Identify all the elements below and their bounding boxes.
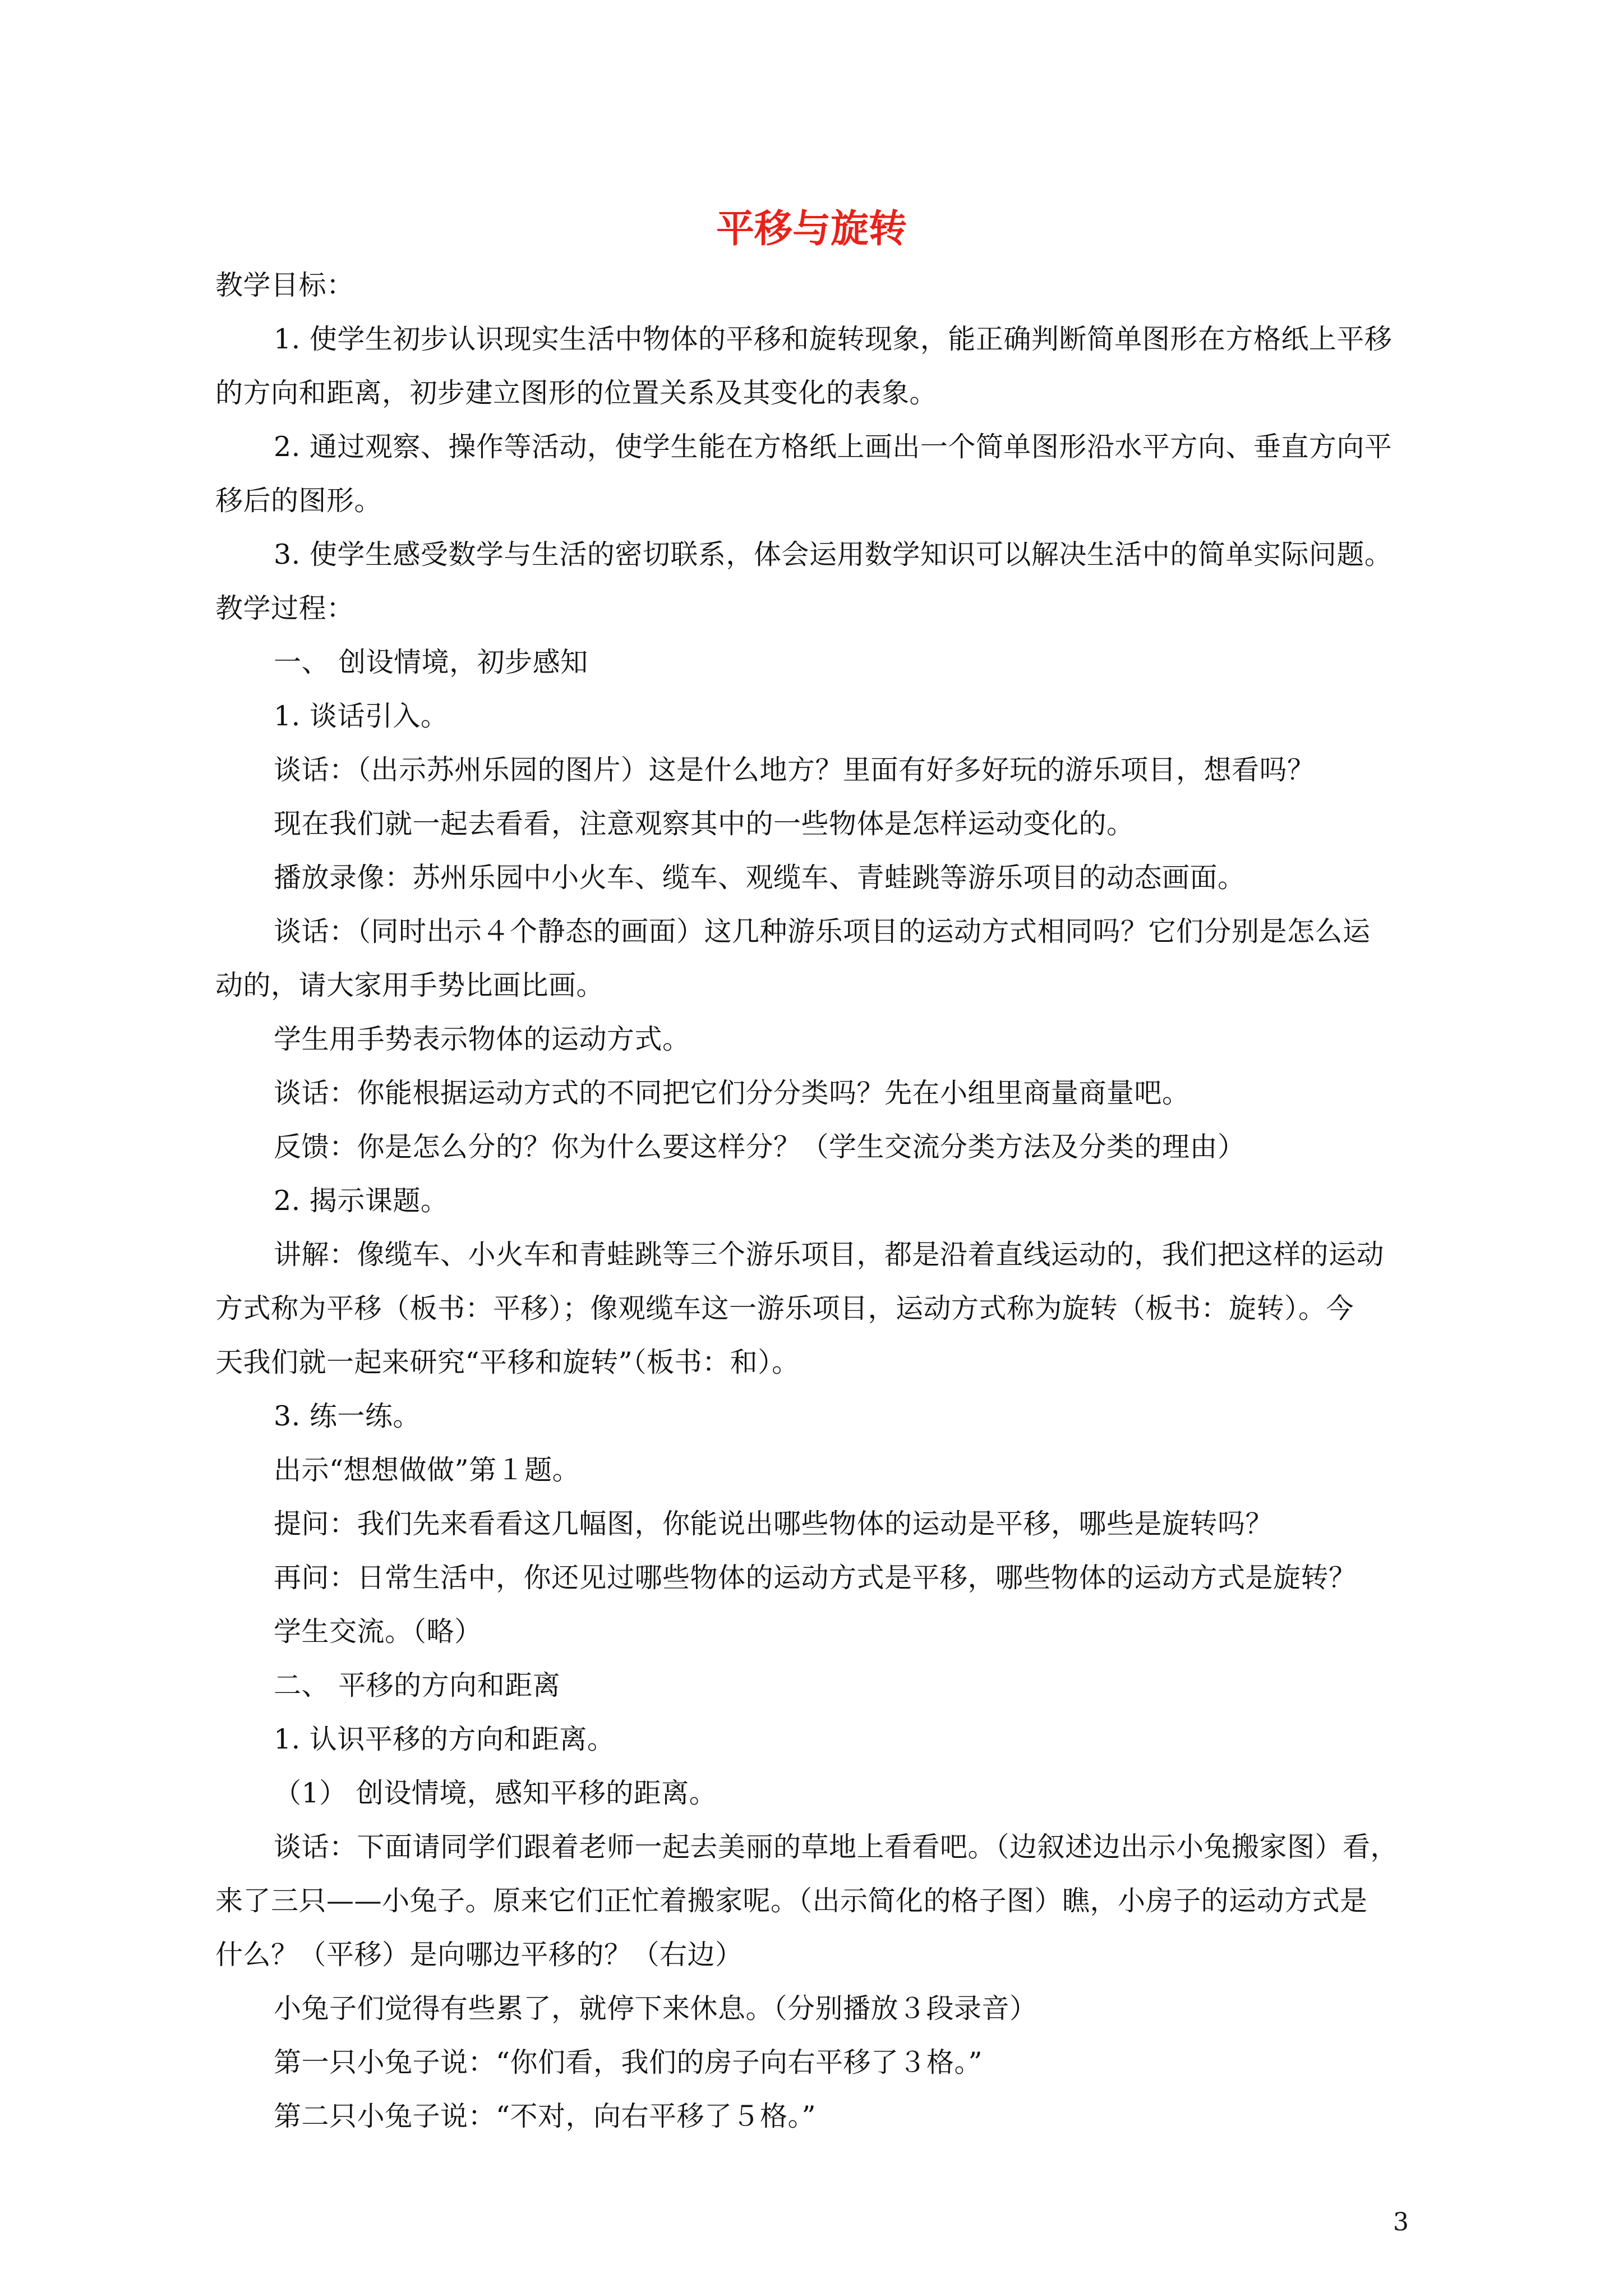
paragraph-line: 动的，请大家用手势比画比画。 xyxy=(215,969,605,1001)
section-heading: 二、 平移的方向和距离 xyxy=(274,1669,561,1701)
paragraph-line: 第二只小兔子说：“不对，向右平移了５格。” xyxy=(274,2100,817,2132)
paragraph-line: 的方向和距离，初步建立图形的位置关系及其变化的表象。 xyxy=(215,377,938,409)
paragraph-line: （1） 创设情境，感知平移的距离。 xyxy=(274,1777,717,1809)
paragraph-line: 学生交流。（略） xyxy=(274,1616,482,1648)
paragraph-line: 出示“想想做做”第１题。 xyxy=(274,1454,580,1486)
paragraph-line: 3. 练一练。 xyxy=(274,1400,421,1432)
page-number: 3 xyxy=(1393,2208,1409,2237)
paragraph-line: 讲解：像缆车、小火车和青蛙跳等三个游乐项目，都是沿着直线运动的，我们把这样的运动 xyxy=(274,1239,1385,1271)
paragraph-line: 移后的图形。 xyxy=(215,485,382,517)
heading-teaching-process: 教学过程： xyxy=(215,592,354,624)
paragraph-line: 谈话：（出示苏州乐园的图片）这是什么地方？里面有好多好玩的游乐项目，想看吗？ xyxy=(274,754,1315,786)
paragraph-line: 播放录像：苏州乐园中小火车、缆车、观缆车、青蛙跳等游乐项目的动态画面。 xyxy=(274,862,1246,894)
paragraph-line: 什么？（平移）是向哪边平移的？（右边） xyxy=(215,1939,743,1971)
paragraph-line: 3. 使学生感受数学与生活的密切联系，体会运用数学知识可以解决生活中的简单实际问题。 xyxy=(274,539,1393,570)
paragraph-line: 2. 揭示课题。 xyxy=(274,1185,449,1217)
paragraph-line: 再问：日常生活中，你还见过哪些物体的运动方式是平移，哪些物体的运动方式是旋转？ xyxy=(274,1562,1357,1594)
paragraph-line: 学生用手势表示物体的运动方式。 xyxy=(274,1023,690,1055)
paragraph-line: 反馈：你是怎么分的？你为什么要这样分？（学生交流分类方法及分类的理由） xyxy=(274,1131,1246,1163)
paragraph-line: 方式称为平移（板书：平移）；像观缆车这一游乐项目，运动方式称为旋转（板书：旋转）。今 xyxy=(215,1292,1354,1324)
paragraph-line: 1. 使学生初步认识现实生活中物体的平移和旋转现象，能正确判断简单图形在方格纸上平移 xyxy=(274,323,1393,355)
paragraph-line: 谈话：（同时出示４个静态的画面）这几种游乐项目的运动方式相同吗？它们分别是怎么运 xyxy=(274,915,1371,947)
paragraph-line: 2. 通过观察、操作等活动，使学生能在方格纸上画出一个简单图形沿水平方向、垂直方向平 xyxy=(274,431,1393,463)
paragraph-line: 1. 认识平移的方向和距离。 xyxy=(274,1723,615,1755)
heading-teaching-goals: 教学目标： xyxy=(215,269,354,301)
section-heading: 一、 创设情境，初步感知 xyxy=(274,646,588,678)
paragraph-line: 天我们就一起来研究“平移和旋转”（板书：和）。 xyxy=(215,1346,800,1378)
paragraph-line: 来了三只——小兔子。原来它们正忙着搬家呢。（出示简化的格子图）瞧，小房子的运动方式是 xyxy=(215,1885,1368,1917)
page-title: 平移与旋转 xyxy=(716,206,907,251)
paragraph-line: 谈话：下面请同学们跟着老师一起去美丽的草地上看看吧。（边叙述边出示小兔搬家图）看， xyxy=(274,1831,1399,1863)
paragraph-line: 第一只小兔子说：“你们看，我们的房子向右平移了３格。” xyxy=(274,2046,983,2078)
paragraph-line: 1. 谈话引入。 xyxy=(274,700,449,732)
paragraph-line: 现在我们就一起去看看，注意观察其中的一些物体是怎样运动变化的。 xyxy=(274,808,1135,840)
paragraph-line: 谈话：你能根据运动方式的不同把它们分分类吗？先在小组里商量商量吧。 xyxy=(274,1077,1190,1109)
paragraph-line: 提问：我们先来看看这几幅图，你能说出哪些物体的运动是平移，哪些是旋转吗？ xyxy=(274,1508,1274,1540)
paragraph-line: 小兔子们觉得有些累了，就停下来休息。（分别播放３段录音） xyxy=(274,1993,1038,2024)
